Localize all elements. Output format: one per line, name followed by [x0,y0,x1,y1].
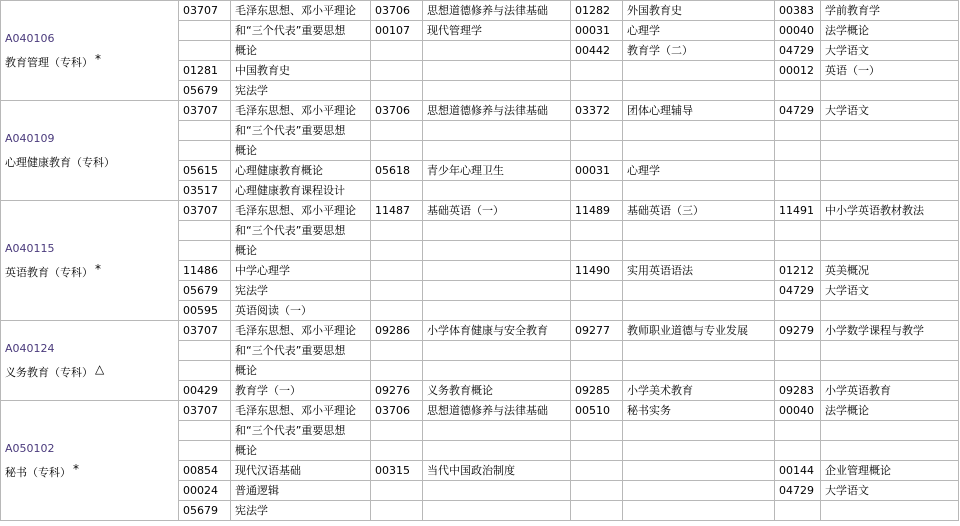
course-name: 义务教育概论 [423,381,571,401]
course-code: 09277 [571,321,623,341]
course-code [775,241,821,261]
course-name [623,461,775,481]
course-name: 心理学 [623,161,775,181]
course-name [821,441,959,461]
course-name: 现代汉语基础 [231,461,371,481]
course-name: 和“三个代表”重要思想 [231,21,371,41]
major-mark: * [73,461,79,476]
major-code: A040115 [5,241,55,255]
course-code: 00040 [775,401,821,421]
course-name [423,481,571,501]
course-name [623,441,775,461]
major-mark: * [95,51,101,66]
course-code [371,141,423,161]
course-name [423,241,571,261]
course-code [179,341,231,361]
course-name [423,421,571,441]
course-code: 05618 [371,161,423,181]
course-code: 00040 [775,21,821,41]
course-code [775,341,821,361]
course-name: 中小学英语教材教法 [821,201,959,221]
course-name [623,361,775,381]
course-code [371,441,423,461]
course-name: 思想道德修养与法律基础 [423,401,571,421]
course-name: 英美概况 [821,261,959,281]
course-name: 法学概论 [821,21,959,41]
major-code: A040109 [5,131,55,145]
course-code [571,301,623,321]
course-code: 00031 [571,21,623,41]
course-code [775,361,821,381]
major-code: A040124 [5,341,55,355]
course-code: 00031 [571,161,623,181]
course-name [623,81,775,101]
course-code [371,341,423,361]
course-code: 09279 [775,321,821,341]
table-row [1,101,959,121]
course-name [423,121,571,141]
course-code [571,421,623,441]
major-cell [1,101,179,201]
course-code [371,421,423,441]
major-name: 义务教育（专科） [5,365,93,379]
course-name [623,501,775,521]
course-name [623,241,775,261]
course-code [571,481,623,501]
course-code: 09283 [775,381,821,401]
course-code [775,161,821,181]
course-name [623,301,775,321]
course-code [571,501,623,521]
table-row [1,321,959,341]
course-code: 05679 [179,81,231,101]
course-code: 09276 [371,381,423,401]
course-name: 小学数学课程与教学 [821,321,959,341]
course-code: 03517 [179,181,231,201]
course-code: 00595 [179,301,231,321]
major-name-line [5,459,178,483]
course-code [179,421,231,441]
course-code: 04729 [775,101,821,121]
course-name: 团体心理辅导 [623,101,775,121]
course-code [775,221,821,241]
course-code [571,181,623,201]
course-code: 00429 [179,381,231,401]
course-code [571,341,623,361]
course-code: 00107 [371,21,423,41]
course-code [371,281,423,301]
course-code: 00024 [179,481,231,501]
course-code [571,141,623,161]
course-name: 毛泽东思想、邓小平理论 [231,201,371,221]
course-name: 基础英语（一） [423,201,571,221]
course-code [179,21,231,41]
course-code: 11487 [371,201,423,221]
course-code [371,121,423,141]
major-code: A050102 [5,441,55,455]
course-name: 大学语文 [821,281,959,301]
course-name [821,141,959,161]
course-name [623,121,775,141]
course-name: 心理健康教育概论 [231,161,371,181]
course-name: 和“三个代表”重要思想 [231,341,371,361]
major-mark: △ [95,361,105,376]
course-name: 外国教育史 [623,1,775,21]
major-name-line [5,259,178,283]
course-name: 小学美术教育 [623,381,775,401]
course-code: 03372 [571,101,623,121]
course-code [571,81,623,101]
course-name: 思想道德修养与法律基础 [423,1,571,21]
course-code [571,461,623,481]
course-name [623,181,775,201]
course-name: 学前教育学 [821,1,959,21]
course-code [371,301,423,321]
course-code: 00315 [371,461,423,481]
course-name [623,221,775,241]
course-code: 03707 [179,1,231,21]
course-code [371,41,423,61]
course-name [623,341,775,361]
course-name [423,281,571,301]
course-code: 01282 [571,1,623,21]
course-code [371,501,423,521]
course-name [821,81,959,101]
course-name: 小学英语教育 [821,381,959,401]
course-name [623,281,775,301]
course-code: 03706 [371,101,423,121]
course-code [571,241,623,261]
course-name: 英语（一） [821,61,959,81]
course-name: 宪法学 [231,501,371,521]
course-code [179,241,231,261]
course-code: 09285 [571,381,623,401]
course-name [623,61,775,81]
course-name: 教师职业道德与专业发展 [623,321,775,341]
course-name [821,301,959,321]
course-code [775,121,821,141]
major-cell [1,321,179,401]
course-code [179,121,231,141]
course-name [423,301,571,321]
course-code: 04729 [775,41,821,61]
course-code [179,41,231,61]
course-code: 03707 [179,101,231,121]
course-name [821,161,959,181]
course-name: 概论 [231,241,371,261]
major-name-line [5,49,178,73]
course-name: 概论 [231,441,371,461]
course-name: 毛泽东思想、邓小平理论 [231,401,371,421]
course-name: 心理健康教育课程设计 [231,181,371,201]
course-code: 03706 [371,401,423,421]
course-code: 00510 [571,401,623,421]
course-name [423,441,571,461]
course-code: 01212 [775,261,821,281]
course-name: 心理学 [623,21,775,41]
major-name: 秘书（专科） [5,465,71,479]
course-name [821,221,959,241]
course-code: 03707 [179,321,231,341]
major-name-line [5,359,178,383]
course-code [775,441,821,461]
course-name [423,141,571,161]
course-code: 04729 [775,481,821,501]
course-code [371,261,423,281]
course-code [179,141,231,161]
course-name: 和“三个代表”重要思想 [231,221,371,241]
course-name [821,241,959,261]
course-name: 毛泽东思想、邓小平理论 [231,101,371,121]
major-code: A040106 [5,31,55,45]
course-code [179,221,231,241]
course-code [571,121,623,141]
course-code: 00854 [179,461,231,481]
course-name [423,221,571,241]
course-name [423,41,571,61]
course-name: 中国教育史 [231,61,371,81]
course-code [371,181,423,201]
course-code [571,361,623,381]
major-name: 英语教育（专科） [5,265,93,279]
course-code [371,61,423,81]
course-name: 思想道德修养与法律基础 [423,101,571,121]
major-name-line [5,149,178,173]
course-code: 04729 [775,281,821,301]
major-cell [1,201,179,321]
course-name: 法学概论 [821,401,959,421]
course-code [371,221,423,241]
course-code [775,141,821,161]
course-code: 09286 [371,321,423,341]
major-mark: * [95,261,101,276]
course-name [423,61,571,81]
major-cell [1,1,179,101]
course-name [623,421,775,441]
course-code: 11489 [571,201,623,221]
course-name [423,81,571,101]
major-name: 心理健康教育（专科） [5,155,115,169]
course-code: 11490 [571,261,623,281]
course-name [821,121,959,141]
course-name [821,421,959,441]
course-name: 大学语文 [821,481,959,501]
course-name [623,481,775,501]
course-name [623,141,775,161]
course-name [423,181,571,201]
table-row [1,201,959,221]
course-code [371,361,423,381]
course-code: 03707 [179,201,231,221]
course-name: 和“三个代表”重要思想 [231,421,371,441]
course-name [821,341,959,361]
course-code: 00012 [775,61,821,81]
course-code: 03707 [179,401,231,421]
course-name: 青少年心理卫生 [423,161,571,181]
course-code: 03706 [371,1,423,21]
course-code [179,361,231,381]
course-name: 教育学（二） [623,41,775,61]
course-name: 企业管理概论 [821,461,959,481]
course-code: 05615 [179,161,231,181]
course-code: 00383 [775,1,821,21]
course-name: 概论 [231,41,371,61]
course-name: 英语阅读（一） [231,301,371,321]
course-code: 05679 [179,501,231,521]
course-name [423,361,571,381]
course-code [571,221,623,241]
course-name: 教育学（一） [231,381,371,401]
course-code [775,181,821,201]
course-name: 概论 [231,361,371,381]
course-name: 中学心理学 [231,261,371,281]
course-code [571,61,623,81]
table-row [1,1,959,21]
course-name [423,341,571,361]
major-name: 教育管理（专科） [5,55,93,69]
course-code [371,241,423,261]
course-code [775,421,821,441]
course-name: 大学语文 [821,41,959,61]
course-name: 宪法学 [231,81,371,101]
course-name: 现代管理学 [423,21,571,41]
course-name: 基础英语（三） [623,201,775,221]
course-code: 05679 [179,281,231,301]
course-code: 01281 [179,61,231,81]
course-name [821,181,959,201]
course-name: 大学语文 [821,101,959,121]
course-code [775,81,821,101]
course-code: 11486 [179,261,231,281]
table-row [1,401,959,421]
course-name: 小学体育健康与安全教育 [423,321,571,341]
course-name: 当代中国政治制度 [423,461,571,481]
course-code: 00144 [775,461,821,481]
course-code [775,501,821,521]
course-code [571,441,623,461]
course-code [371,481,423,501]
course-code: 11491 [775,201,821,221]
course-name [821,501,959,521]
course-code [571,281,623,301]
course-name: 概论 [231,141,371,161]
course-name: 秘书实务 [623,401,775,421]
course-name [423,501,571,521]
course-code [371,81,423,101]
course-name: 普通逻辑 [231,481,371,501]
course-code: 00442 [571,41,623,61]
course-name: 和“三个代表”重要思想 [231,121,371,141]
course-code [775,301,821,321]
course-name: 毛泽东思想、邓小平理论 [231,1,371,21]
course-name: 实用英语语法 [623,261,775,281]
course-name [821,361,959,381]
course-name: 宪法学 [231,281,371,301]
course-name [423,261,571,281]
course-name: 毛泽东思想、邓小平理论 [231,321,371,341]
curriculum-table-body [1,1,959,521]
course-code [179,441,231,461]
major-cell [1,401,179,521]
